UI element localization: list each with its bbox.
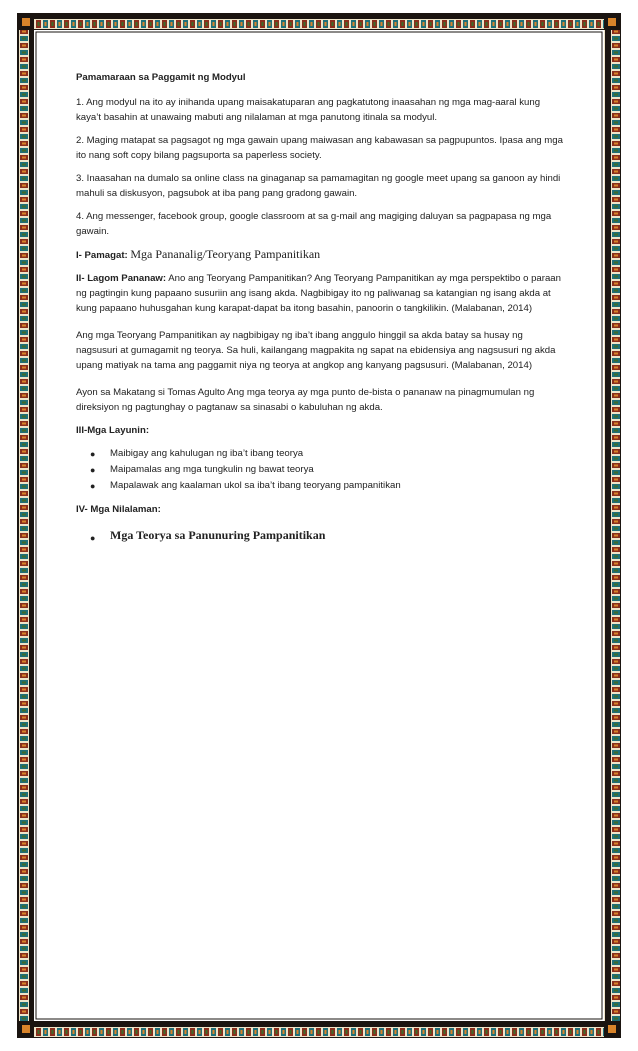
procedure-item-1: 1. Ang modyul na ito ay inihanda upang maisakatuparan ang pagkatutong inaasahan ng mga mag-aaral kung kaya’t basahin at unawaing mabuti ang nilalaman at mga panutong itinala sa modyul.	[76, 97, 541, 123]
nilalaman-label: IV- Mga Nilalaman:	[76, 504, 161, 515]
page-heading: Pamamaraan sa Paggamit ng Modyul	[76, 72, 246, 83]
lagom-section	[76, 271, 564, 316]
bullet-icon: ●	[90, 533, 96, 543]
lagom-label: II- Lagom Pananaw:	[76, 273, 167, 284]
list-item-text: Maibigay ang kahulugan ng iba’t ibang teorya	[110, 448, 304, 459]
pamagat-label: I- Pamagat:	[76, 250, 128, 261]
list-item	[90, 462, 564, 478]
list-item-text: Maipamalas ang mga tungkulin ng bawat teorya	[110, 464, 314, 475]
lagom-paragraph-2: Ang mga Teoryang Pampanitikan ay nagbibigay ng iba’t ibang anggulo hinggil sa akda batay sa husay ng nagsusuri at gumagamit ng teorya. Sa huli, kailangang magpakita ng sapat na ebidensiya ang nagsusuri ng akda upang matiyak na tama ang paggamit niya ng teorya at angkop ang kanyang pagsusuri. (Malabanan, 2014)	[76, 330, 556, 371]
bullet-icon: ●	[90, 465, 96, 475]
list-item-text: Mapalawak ang kaalaman ukol sa iba’t ibang teoryang pampanitikan	[110, 480, 401, 491]
list-item	[90, 446, 564, 462]
list-item-text: Mga Teorya sa Panunuring Pampanitikan	[110, 528, 326, 542]
module-content	[76, 70, 564, 555]
procedure-item-2: 2. Maging matapat sa pagsagot ng mga gawain upang maiwasan ang kabawasan sa pagpupuntos. Ipasa ang mga ito nang soft copy bilang pagsuporta sa paperless society.	[76, 135, 563, 161]
lagom-paragraph-3: Ayon sa Makatang si Tomas Agulto Ang mga teorya ay mga punto de-bista o pananaw na pinagmumulan ng direksiyon ng pagtunghay o pagtanaw sa sinasabi o kabuluhan ng akda.	[76, 387, 535, 413]
list-item	[90, 478, 564, 494]
procedure-item-3: 3. Inaasahan na dumalo sa online class na ginaganap sa pamamagitan ng google meet upang sa ganoon ay hindi mahuli sa diskusyon, pagsubok at iba pang pang gradong gawain.	[76, 173, 561, 199]
nilalaman-list	[76, 525, 564, 547]
bullet-icon: ●	[90, 481, 96, 491]
pamagat-section	[76, 247, 564, 263]
layunin-label: III-Mga Layunin:	[76, 425, 150, 436]
list-item	[90, 525, 564, 547]
layunin-list	[76, 446, 564, 494]
lagom-text: Ano ang Teoryang Pampanitikan? Ang Teoryang Pampanitikan ay mga perspektibo o paraan ng pagtingin kung papaano susuriin ang isang akda. Nagbibigay ito ng paliwanag sa katangian ng isang akda at kung papaano huhusgahan kung karapat-dapat ba itong basahin, panoorin o tangkilikin. (Malabanan, 2014)	[76, 273, 561, 314]
bullet-icon: ●	[90, 449, 96, 459]
pamagat-value: Mga Pananalig/Teoryang Pampanitikan	[130, 247, 321, 261]
procedure-item-4: 4. Ang messenger, facebook group, google classroom at sa g-mail ang magiging daluyan sa pagpapasa ng mga gawain.	[76, 211, 552, 237]
